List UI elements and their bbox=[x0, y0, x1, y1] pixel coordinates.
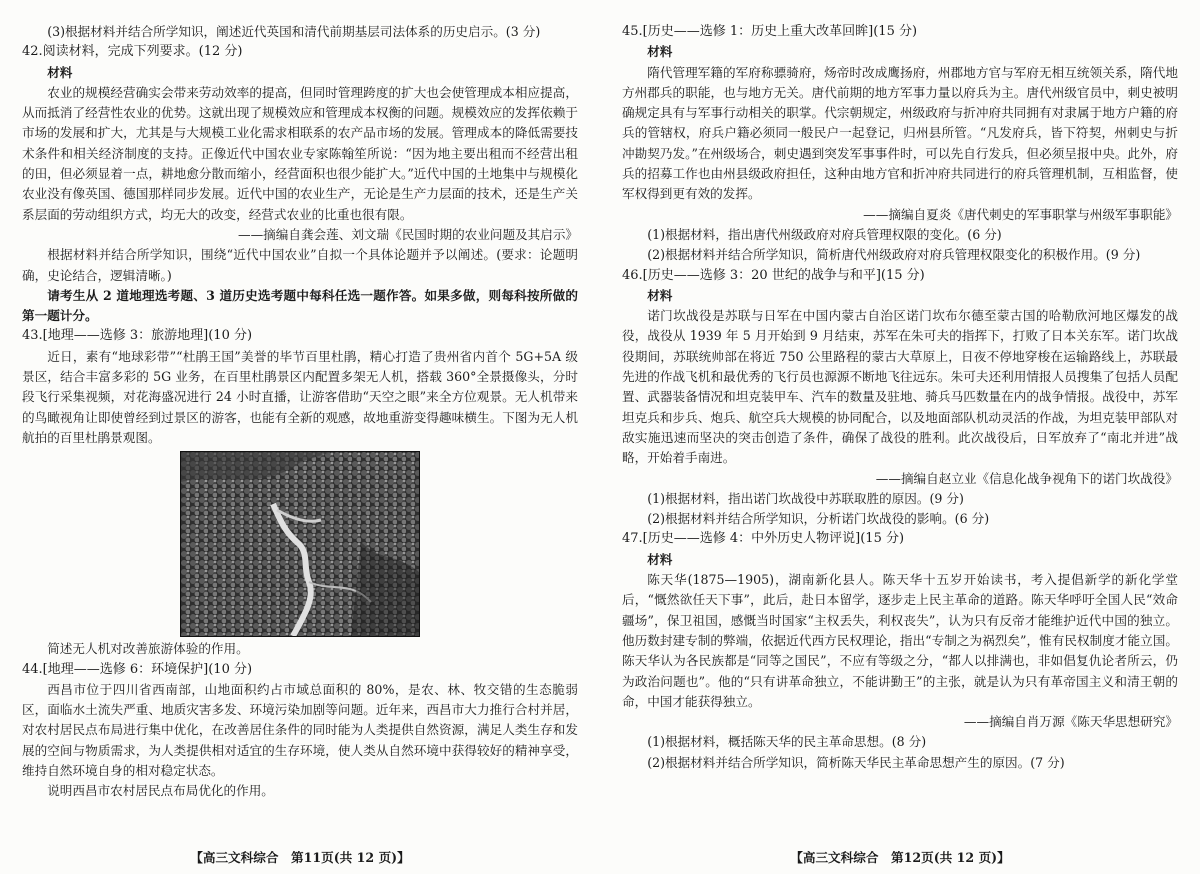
right-line-5: (2)根据材料并结合所学知识，简析唐代州级政府对府兵管理权限变化的积极作用。(9 分) bbox=[647, 247, 1141, 263]
left-line-13: 说明西昌市农村居民点布局优化的作用。 bbox=[47, 783, 274, 799]
right-line-0: 45.[历史——选修 1：历史上重大改革回眸](15 分) bbox=[622, 24, 918, 39]
left-line-10: 简述无人机对改善旅游体验的作用。 bbox=[47, 641, 249, 657]
left-line-0: (3)根据材料并结合所学知识，阐述近代英国和清代前期基层司法体系的历史启示。(3 分) bbox=[47, 24, 541, 39]
left-footer: 【高三文科综合 第11页(共 12 页)】 bbox=[190, 850, 410, 865]
left-line-8: 近日，素有“地球彩带”“杜鹃王国”美誉的毕节百里杜鹃，精心打造了贵州省内首个 5G+5A 级景区，结合丰富多彩的 5G 业务，在百里杜鹃景区内配置多架无人机，搭载 360°全景摄像头，分时段飞行采集视频，对花海盛况进行 24 小时直播，让游客借助“天空之眼”来全方位观景。无人机带来的鸟瞰视角让即使曾经到过景区的游客，也能有全新的观感，故地重游变得趣味横生。下图为无人机航拍的百里杜鹃景观图。 bbox=[22, 348, 578, 445]
aerial-photo-wrapper bbox=[22, 448, 578, 639]
right-line-1: 材料 bbox=[647, 44, 673, 60]
right-line-14: 陈天华(1875—1905)，湖南新化县人。陈天华十五岁开始读书，考入提倡新学的新化学堂后，“慨然欲任天下事”，此后，赴日本留学，逐步走上民主革命的道路。陈天华呼吁全国人民“效命疆场”，保卫祖国，感慨当时国家“主权丢失，利权丧失”，认为只有反帝才能维护近代中国的独立。他历数封建专制的弊端，依据近代西方民权理论，指出“专制之为祸烈矣”，惟有民权制度才能立国。陈天华认为各民族都是“同等之国民”，不应有等级之分，“都人以排满也，非如倡复仇论者所云，仍为政治问题也”。他的“只有讲革命独立，不能讲勤王”的主张，就是认为只有革帝国主义和清王朝的命，中国才能获得独立。 bbox=[622, 572, 1178, 709]
right-page bbox=[600, 0, 1200, 874]
right-line-15: ——摘编自肖万源《陈天华思想研究》 bbox=[963, 714, 1178, 730]
left-line-5: 根据材料并结合所学知识，围绕“近代中国农业”自拟一个具体论题并予以阐述。(要求：论题明确，史论结合，逻辑清晰。) bbox=[22, 247, 578, 283]
left-line-12: 西昌市位于四川省西南部，山地面积约占市域总面积的 80%，是农、林、牧交错的生态脆弱区，面临水土流失严重、地质灾害多发、环境污染加剧等问题。近年来，西昌市大力推行合村并居，对农村居民点布局进行集中优化，在改善居住条件的同时能为人类提供自然资源，满足人类生存和发展的空间与物质需求，为人类提供相对适宜的生存环境，使人类从自然环境中获得较好的精神享受，维持自然环境自身的相对稳定状态。 bbox=[22, 681, 578, 779]
right-line-4: (1)根据材料，指出唐代州级政府对府兵管理权限的变化。(6 分) bbox=[647, 226, 1002, 242]
right-column bbox=[622, 22, 1178, 773]
left-column bbox=[22, 22, 578, 802]
left-line-11: 44.[地理——选修 6：环境保护](10 分) bbox=[22, 661, 253, 677]
left-line-1: 42.阅读材料，完成下列要求。(12 分) bbox=[22, 44, 243, 60]
right-line-12: 47.[历史——选修 4：中外历史人物评说](15 分) bbox=[622, 531, 905, 547]
right-footer: 【高三文科综合 第12页(共 12 页)】 bbox=[790, 850, 1010, 865]
right-line-16: (1)根据材料，概括陈天华的民主革命思想。(8 分) bbox=[647, 734, 927, 750]
right-line-13: 材料 bbox=[647, 551, 673, 567]
left-line-3: 农业的规模经营确实会带来劳动效率的提高，但同时管理跨度的扩大也会使管理成本相应提高，从而抵消了经营性农业的优势。这就出现了规模效应和管理成本权衡的问题。规模效应的发挥依赖于市场的发展和扩大，尤其是与大规模工业化需求相联系的农产品市场的发展。管理成本的降低需要技术条件和相关经济制度的支持。正像近代中国农业专家陈翰笙所说：“因为地主要出租而不经营出租的田，但必须显着一点，耕地愈分散而缩小，经营面积也很少能扩大。”近代中国的土地集中与规模化农业没有像英国、德国那样同步发展。近代中国的农业生产，无论是生产力层面的技术，还是生产关系层面的劳动组织方式，均无大的改变，经营式农业的比重也很有限。 bbox=[22, 84, 578, 222]
drone-aerial-photo bbox=[180, 451, 420, 637]
right-line-8: 诺门坎战役是苏联与日军在中国内蒙古自治区诺门坎布尔德至蒙古国的哈勒欣河地区爆发的战役，战役从 1939 年 5 月开始到 9 月结束，苏军在朱可夫的指挥下，打败了日本关东军。诺门坎战役期间，苏联统帅部在将近 750 公里路程的蒙古大草原上，日夜不停地穿梭在运输路线上，苏联最先进的作战飞机和最优秀的飞行员也源源不断地飞往远东。朱可夫还利用情报人员搜集了包括人员配置、武器装备情况和坦克装甲车、汽车的数量及驻地、骑兵马匹数量在内的战争情报。战役中，苏军坦克兵和步兵、炮兵、航空兵大规模的协同配合，以及地面部队机动灵活的作战，为坦克装甲部队对敌实施迅速而坚决的突击创造了条件，确保了战役的胜利。此次战役后，日军放弃了“南北并进”战略，开始着手南进。 bbox=[622, 308, 1178, 466]
right-line-11: (2)根据材料并结合所学知识，分析诺门坎战役的影响。(6 分) bbox=[647, 511, 990, 527]
left-line-6: 请考生从 2 道地理选考题、3 道历史选考题中每科任选一题作答。如果多做，则每科按所做的第一题计分。 bbox=[22, 287, 578, 324]
left-line-7: 43.[地理——选修 3：旅游地理](10 分) bbox=[22, 328, 253, 344]
left-line-2: 材料 bbox=[47, 64, 73, 80]
right-line-7: 材料 bbox=[647, 287, 673, 303]
right-line-17: (2)根据材料并结合所学知识，简析陈天华民主革命思想产生的原因。(7 分) bbox=[647, 754, 1065, 770]
right-line-10: (1)根据材料，指出诺门坎战役中苏联取胜的原因。(9 分) bbox=[647, 490, 964, 506]
right-line-3: ——摘编自夏炎《唐代刺史的军事职掌与州级军事职能》 bbox=[863, 206, 1178, 222]
right-line-6: 46.[历史——选修 3：20 世纪的战争与和平](15 分) bbox=[622, 267, 925, 283]
right-line-9: ——摘编自赵立业《信息化战争视角下的诺门坎战役》 bbox=[875, 470, 1178, 486]
right-line-2: 隋代管理军籍的军府称骠骑府，炀帝时改成鹰扬府，州郡地方官与军府无相互统领关系，隋代地方州郡兵的职能，也与地方无关。唐代前期的地方军事力量以府兵为主。唐代州级官员中，刺史被明确规定具有与军事行动相关的职掌。代宗朝规定，州级政府与折冲府共同拥有对隶属于地方户籍的府兵的管辖权，府兵户籍必须同一般民户一起登记，归州县所管。“凡发府兵，皆下符契，州刺史与折冲勘契乃发。”在州级场合，刺史遇到突发军事事件时，可以先自行发兵，但必须呈报中央。此外，府兵的招募工作也由州县级政府担任，这种由地方官和折冲府共同进行的府兵管理机制，互相监督，使军权得到更有效的发挥。 bbox=[622, 64, 1178, 202]
left-line-4: ——摘编自龚会莲、刘文瑞《民国时期的农业问题及其启示》 bbox=[237, 226, 578, 242]
